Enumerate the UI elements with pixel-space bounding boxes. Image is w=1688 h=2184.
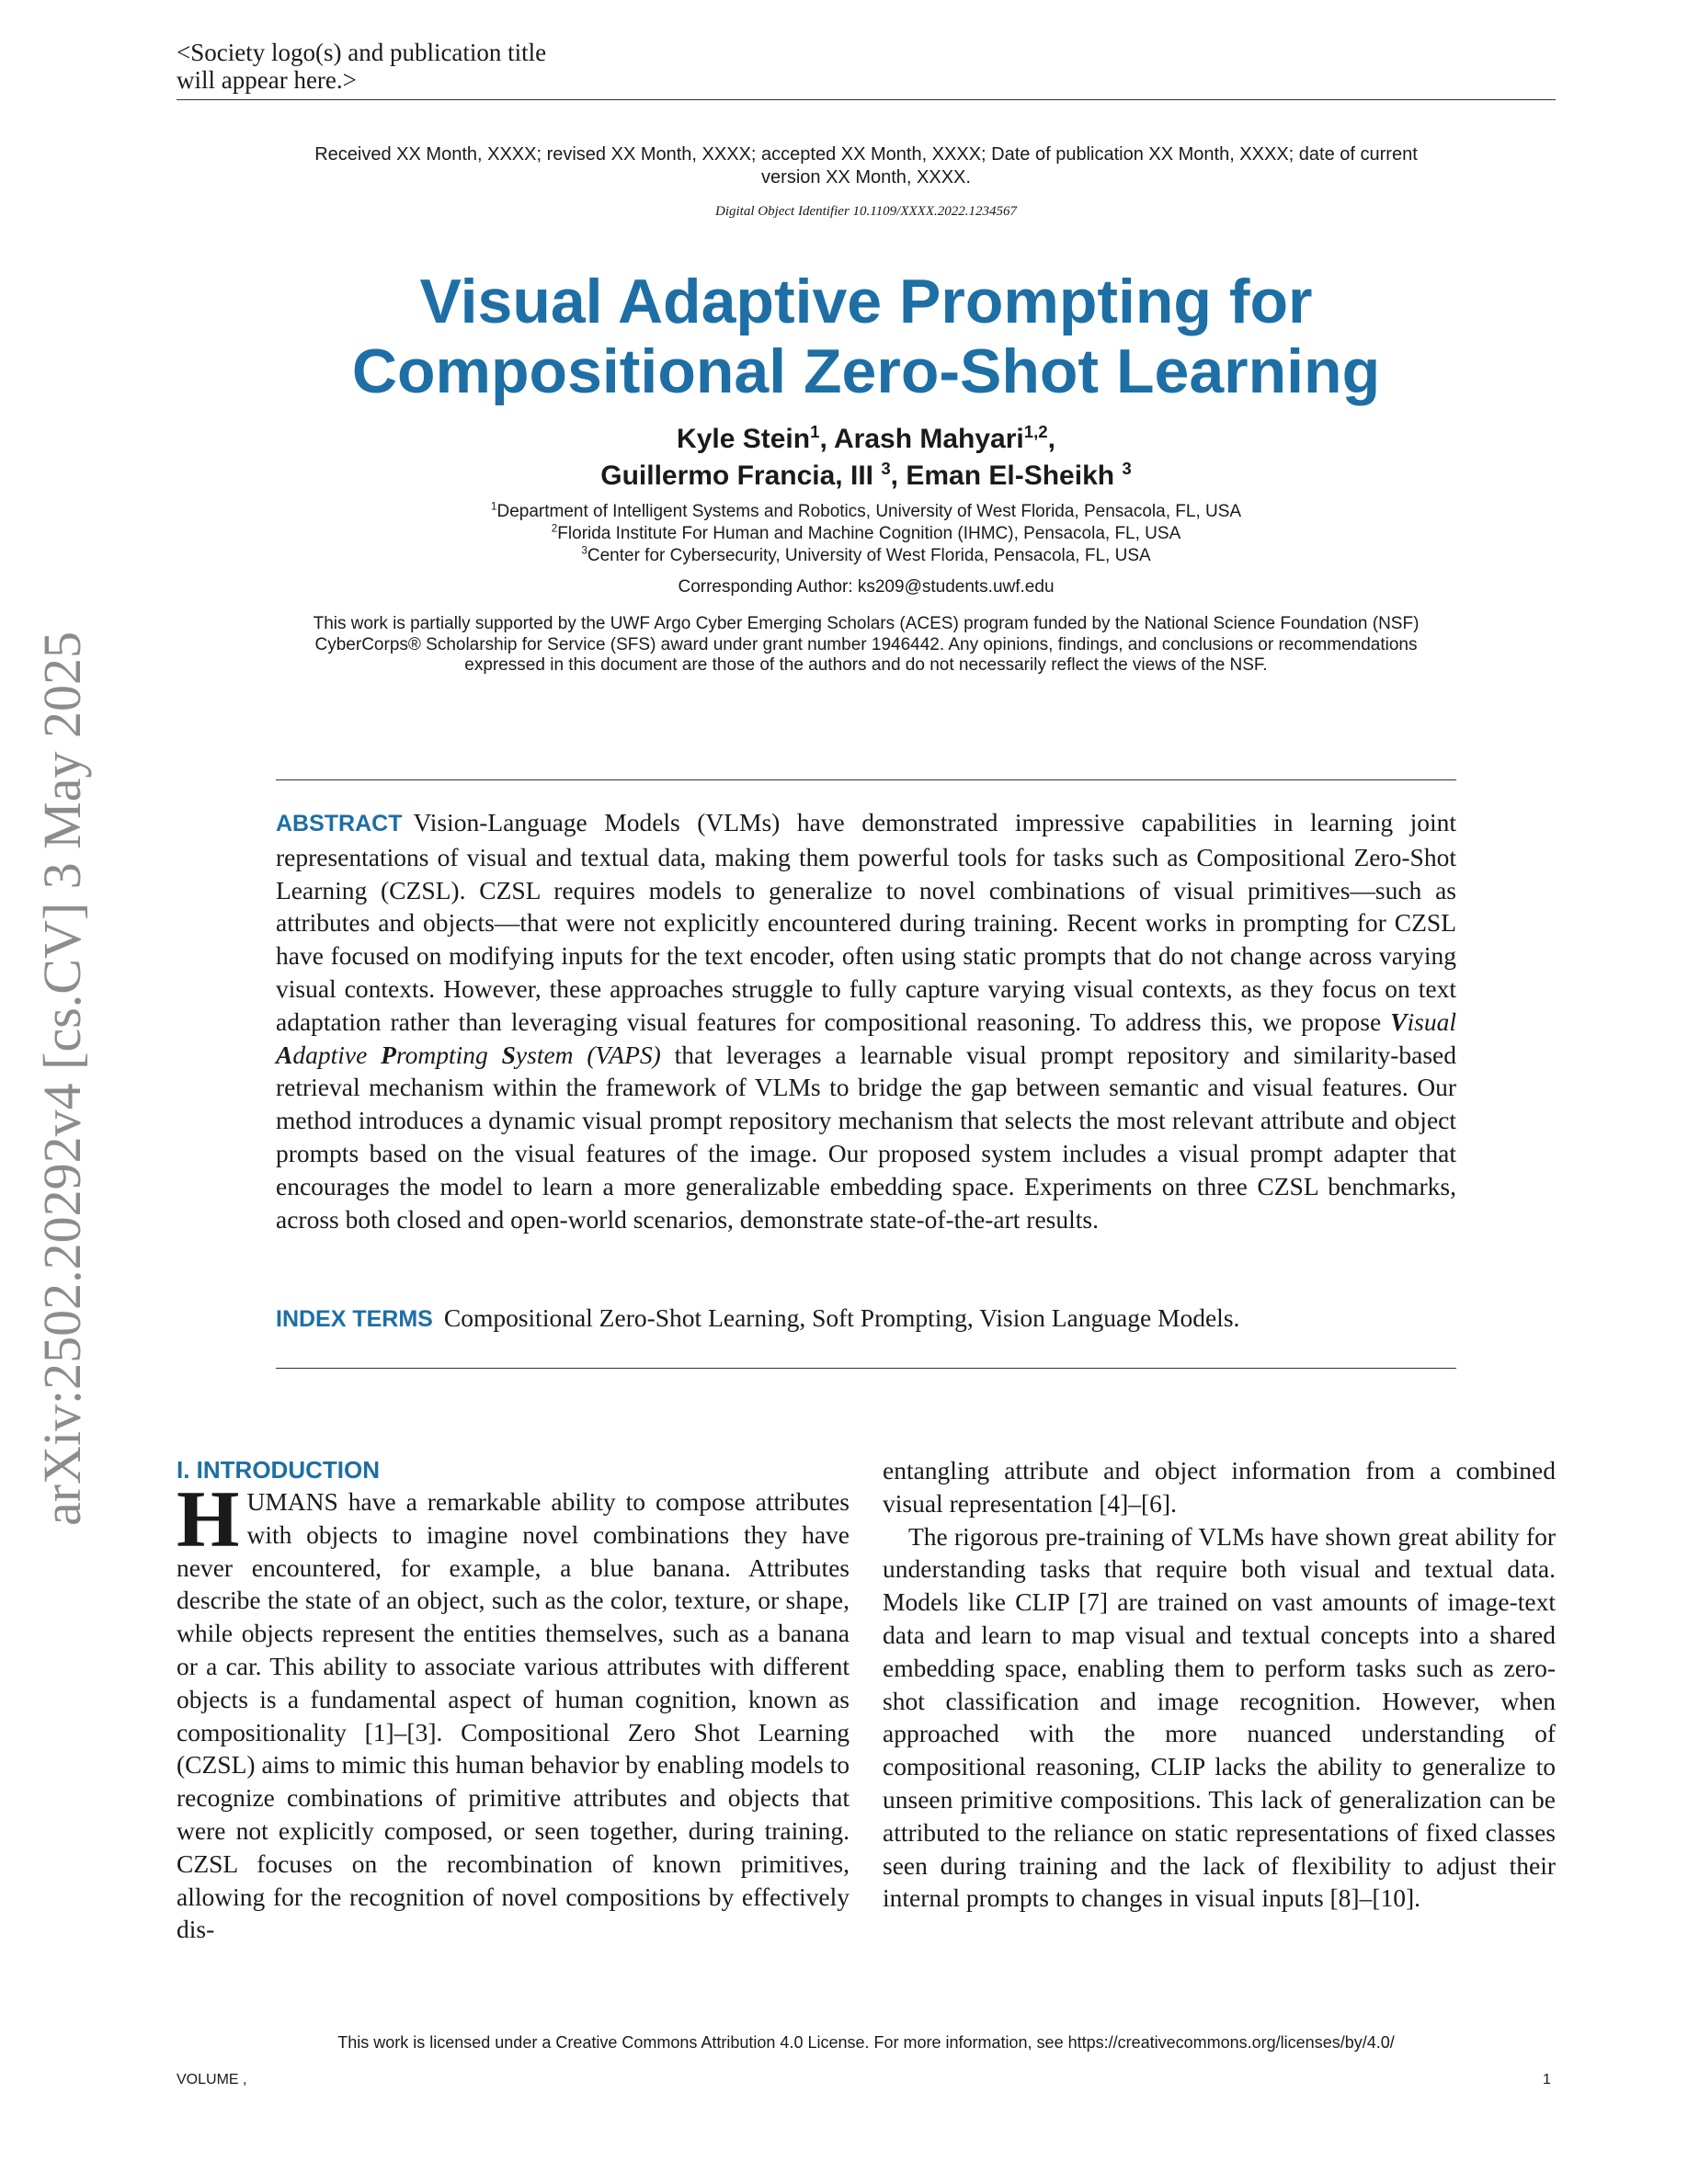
- author-affil-mark: 1: [810, 422, 820, 441]
- affiliation-item: [177, 501, 1556, 523]
- author-name: Eman El-Sheikh: [906, 461, 1115, 491]
- right-column: [883, 1454, 1556, 1915]
- index-terms: [276, 1302, 1456, 1335]
- system-name: Visual Adaptive Prompting System (VAPS): [276, 1007, 1456, 1069]
- left-column: [177, 1454, 850, 1946]
- license-notice: This work is licensed under a Creative Commons Attribution 4.0 License. For more information, see https://creativecommons.org/licenses/by/4.0/: [337, 2033, 1395, 2052]
- author-affil-mark: 3: [1122, 459, 1132, 478]
- abstract-top-rule: [276, 779, 1456, 780]
- received-dates: Received XX Month, XXXX; revised XX Month, XXXX; accepted XX Month, XXXX; Date of publication XX Month, XXXX; date of current version XX Month, XXXX.: [314, 144, 1418, 188]
- author-name: Kyle Stein: [677, 424, 811, 454]
- abstract-text-before: Vision-Language Models (VLMs) have demonstrated impressive capabilities in learning joint representations of visual and textual data, making them powerful tools for tasks such as Compositional Zero-Shot Learning (CZSL). CZSL requires models to generalize to novel combinations of visual primitives—such as attributes and objects—that were not explicitly encountered during training. Recent works in prompting for CZSL have focused on modifying inputs for the text encoder, often using static prompts that do not change across varying visual contexts. However, these approaches struggle to fully capture varying visual contexts, as they focus on text adaptation rather than leveraging visual features for compositional reasoning. To address this, we propose: [276, 808, 1456, 1036]
- affiliation-mark: 2: [551, 522, 558, 535]
- abstract-label: ABSTRACT: [276, 811, 403, 836]
- author-affil-mark: 1,2: [1023, 422, 1048, 441]
- affiliation-text: Department of Intelligent Systems and Robotics, University of West Florida, Pensacola, FL, USA: [496, 502, 1242, 521]
- author-list: [177, 421, 1556, 495]
- affiliations: [177, 501, 1556, 567]
- abstract-block: [276, 806, 1456, 1235]
- index-terms-text: Compositional Zero-Shot Learning, Soft Prompting, Vision Language Models.: [443, 1303, 1240, 1332]
- index-terms-bottom-rule: [276, 1368, 1456, 1369]
- funding-statement: This work is partially supported by the UWF Argo Cyber Emerging Scholars (ACES) program funded by the National Science Foundation (NSF) CyberCorps® Scholarship for Service (SFS) award under grant number 1946442. Any opinions, findings, and conclusions or recommendations expressed in this document are those of the authors and do not necessarily reflect the views of the NSF.: [313, 614, 1420, 675]
- affiliation-mark: 3: [581, 544, 587, 557]
- intro-paragraph-1-cont: entangling attribute and object information from a combined visual representation [4]–[6].: [883, 1456, 1556, 1518]
- affiliation-mark: 1: [490, 500, 497, 513]
- intro-paragraph-1-text: UMANS have a remarkable ability to compose attributes with objects to imagine novel combinations they have never encountered, for example, a blue banana. Attributes describe the state of an object, such as the color, texture, or shape, while objects represent the entities themselves, such as a banana or a car. This ability to associate various attributes with different objects is a fundamental aspect of human cognition, known as compositionality [1]–[3]. Compositional Zero Shot Learning (CZSL) aims to mimic this human behavior by enabling models to recognize combinations of primitive attributes and objects that were not explicitly composed, or seen together, during training. CZSL focuses on the recombination of known primitives, allowing for the recognition of novel compositions by effectively dis-: [177, 1487, 850, 1944]
- author-line-1: Kyle Stein$^1$, Arash Mahyari$^{1,2}$,: [677, 422, 1055, 454]
- footer-volume: VOLUME ,: [177, 2072, 247, 2087]
- intro-paragraph-2: The rigorous pre-training of VLMs have shown great ability for understanding tasks that require both visual and textual data. Models like CLIP [7] are trained on vast amounts of image-text data and learn to map visual and textual concepts into a shared embedding space, enabling them to perform tasks such as zero-shot classification and image recognition. However, when approached with the more nuanced understanding of compositional reasoning, CLIP lacks the ability to generalize to unseen primitive compositions. This lack of generalization can be attributed to the reliance on static representations of fixed classes seen during training and the lack of flexibility to adjust their internal prompts to changes in visual inputs [8]–[10].: [883, 1521, 1556, 1913]
- arxiv-stamp: arXiv:2502.20292v4 [cs.CV] 3 May 2025: [32, 631, 92, 1526]
- section-heading-introduction: I. INTRODUCTION: [177, 1456, 380, 1484]
- affiliation-text: Center for Cybersecurity, University of West Florida, Pensacola, FL, USA: [587, 546, 1151, 565]
- author-affil-mark: 3: [881, 459, 891, 478]
- page-number: 1: [1543, 2072, 1551, 2087]
- affiliation-item: [177, 523, 1556, 545]
- abstract-text-after: that leverages a learnable visual prompt repository and similarity-based retrieval mechanism within the framework of VLMs to bridge the gap between semantic and visual features. Our method introduces a dynamic visual prompt repository mechanism that selects the most relevant attribute and object prompts based on the visual features of the image. Our proposed system includes a visual prompt adapter that encourages the model to learn a more generalizable embedding space. Experiments on three CZSL benchmarks, across both closed and open-world scenarios, demonstrate state-of-the-art results.: [276, 1040, 1456, 1234]
- intro-paragraph-1: [177, 1475, 850, 1946]
- doi: Digital Object Identifier 10.1109/XXXX.2022.1234567: [714, 204, 1017, 219]
- header-rule: [177, 99, 1556, 100]
- society-logo-placeholder: <Society logo(s) and publication title will appear here.>: [177, 39, 547, 94]
- affiliation-text: Florida Institute For Human and Machine Cognition (IHMC), Pensacola, FL, USA: [557, 524, 1181, 543]
- index-terms-label: INDEX TERMS: [276, 1306, 433, 1332]
- paper-title: [177, 267, 1556, 406]
- title-line-2: Compositional Zero-Shot Learning: [351, 336, 1381, 406]
- corresponding-author: Corresponding Author: ks209@students.uwf.edu: [678, 577, 1055, 597]
- title-line-1: Visual Adaptive Prompting for: [419, 267, 1313, 336]
- author-name: Arash Mahyari: [834, 424, 1024, 454]
- affiliation-item: [177, 545, 1556, 567]
- drop-cap: H: [177, 1475, 240, 1564]
- author-name: Guillermo Francia, III: [600, 461, 873, 491]
- author-line-2: Guillermo Francia, III $^3$, Eman El-Sheikh $^3$: [600, 459, 1132, 491]
